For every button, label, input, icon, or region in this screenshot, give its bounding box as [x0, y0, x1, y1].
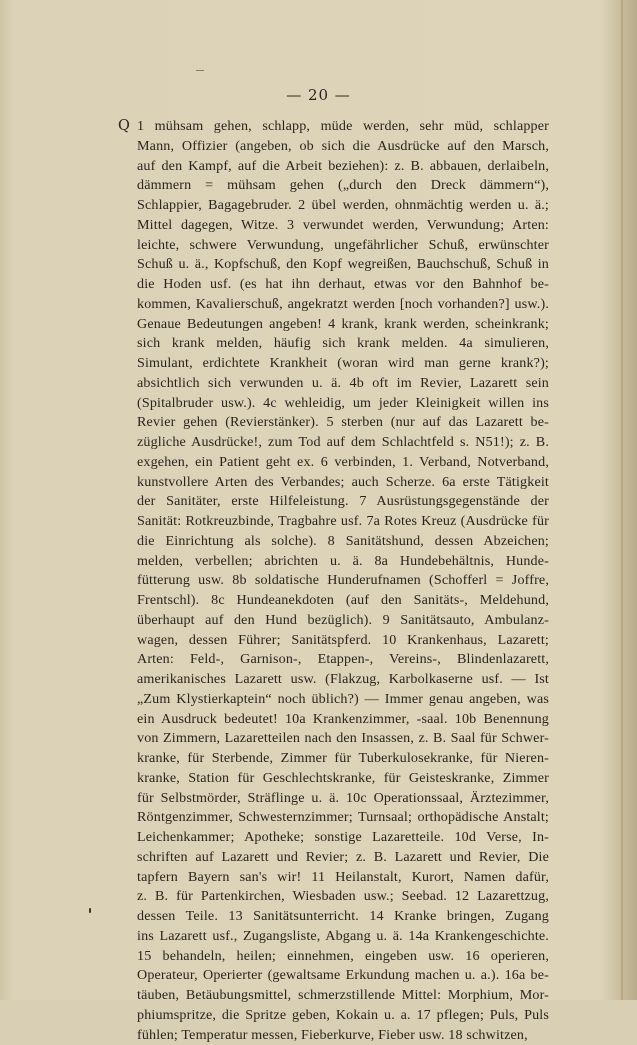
text-line: Operateur, Operierter (gewaltsame Erkundung machen u. a.). 16a be- [137, 966, 549, 986]
text-line: die Hoden usf. (es hat ihn derhaut, etwas vor den Bahnhof be- [137, 275, 549, 295]
stray-dot [89, 908, 91, 913]
text-line: Leichenkammer; Apotheke; sonstige Lazaretteile. 10d Verse, In- [137, 828, 549, 848]
text-line: Simulant, erdichtete Krankheit (woran wird man gerne krank?); [137, 354, 549, 374]
text-line: dämmern = mühsam gehen („durch den Dreck dämmern“), [137, 176, 549, 196]
text-line: Mittel dagegen, Witze. 3 verwundet werden, Verwundung; Arten: [137, 216, 549, 236]
text-line: dessen Teile. 13 Sanitätsunterricht. 14 Kranke bringen, Zugang [137, 907, 549, 927]
section-marker: Q [118, 118, 130, 134]
text-line: kommen, Kavalierschuß, angekratzt werden [noch vorhanden?] usw.). [137, 295, 549, 315]
text-line: Frentschl). 8c Hundeanekdoten (auf den Sanitäts-, Meldehund, [137, 591, 549, 611]
text-line: z. B. für Partenkirchen, Wiesbaden usw.; Seebad. 12 Lazarettzug, [137, 887, 549, 907]
text-line: absichtlich sich verwunden u. ä. 4b oft im Revier, Lazarett sein [137, 374, 549, 394]
text-line: 1 mühsam gehen, schlapp, müde werden, sehr müd, schlapper [137, 117, 549, 137]
text-line: ins Lazarett usf., Zugangsliste, Abgang u. ä. 14a Krankengeschichte. [137, 927, 549, 947]
text-line: kranke, Station für Geschlechtskranke, für Geisteskranke, Zimmer [137, 769, 549, 789]
text-line: Arten: Feld-, Garnison-, Etappen-, Vereins-, Blindenlazarett, [137, 650, 549, 670]
text-line: amerikanisches Lazarett usw. (Flakzug, Karbolkaserne usf. — Ist [137, 670, 549, 690]
text-line: „Zum Klystierkaptein“ noch üblich?) — Immer genau angeben, was [137, 690, 549, 710]
text-line: Schlappier, Bagagebruder. 2 übel werden, ohnmächtig werden u. ä.; [137, 196, 549, 216]
text-line: fütterung usw. 8b soldatische Hunderufnamen (Schofferl = Joffre, [137, 571, 549, 591]
text-line: Schuß u. ä., Kopfschuß, den Kopf wegreißen, Bauchschuß, Schuß in [137, 255, 549, 275]
text-line: leichte, schwere Verwundung, ungefährlicher Schuß, erwünschter [137, 236, 549, 256]
text-line: von Zimmern, Lazaretteilen nach den Insassen, z. B. Saal für Schwer- [137, 729, 549, 749]
text-line: melden, verbellen; abrichten u. ä. 8a Hundebehältnis, Hunde- [137, 552, 549, 572]
text-line: Mann, Offizier (angeben, ob sich die Ausdrücke auf den Marsch, [137, 137, 549, 157]
text-line: ein Ausdruck bedeutet! 10a Krankenzimmer, -saal. 10b Benennung [137, 710, 549, 730]
text-line: Revier gehen (Revierstänker). 5 sterben (nur auf das Lazarett be- [137, 413, 549, 433]
page-number: — 20 — [0, 86, 637, 104]
text-line: sich krank melden, häufig sich krank melden. 4a simulieren, [137, 334, 549, 354]
stray-mark [196, 70, 204, 71]
text-line: täuben, Betäubungsmittel, schmerzstillende Mittel: Morphium, Mor- [137, 986, 549, 1006]
text-line: Röntgenzimmer, Schwesternzimmer; Turnsaal; orthopädische Anstalt; [137, 808, 549, 828]
text-line: kunstvollere Arten des Verbandes; auch Scherze. 6a erste Tätigkeit [137, 473, 549, 493]
text-line: kranke, für Sterbende, Zimmer für Tuberkulosekranke, für Nieren- [137, 749, 549, 769]
text-line: wagen, dessen Führer; Sanitätspferd. 10 Krankenhaus, Lazarett; [137, 631, 549, 651]
text-line: exgehen, ein Patient geht ex. 6 verbinden, 1. Verband, Notverband, [137, 453, 549, 473]
text-line: der Sanitäter, erste Hilfeleistung. 7 Ausrüstungsgegenstände der [137, 492, 549, 512]
text-line: auf den Kampf, auf die Arbeit beziehen): z. B. abbauen, derlaibeln, [137, 157, 549, 177]
text-line: schriften auf Lazarett und Revier; z. B. Lazarett und Revier, Die [137, 848, 549, 868]
text-line: tapfern Bayern san's wir! 11 Heilanstalt, Kurort, Namen dafür, [137, 868, 549, 888]
text-line: überhaupt auf den Hund bezüglich). 9 Sanitätsauto, Ambulanz- [137, 611, 549, 631]
body-text [137, 117, 549, 1045]
text-line: phiumspritze, die Spritze geben, Kokain u. a. 17 pflegen; Puls, Puls [137, 1006, 549, 1026]
text-line: die Einrichtung als solche). 8 Sanitätshund, dessen Abzeichen; [137, 532, 549, 552]
text-line: fühlen; Temperatur messen, Fieberkurve, Fieber usw. 18 schwitzen, [137, 1026, 549, 1045]
text-line: Sanität: Rotkreuzbinde, Tragbahre usf. 7a Rotes Kreuz (Ausdrücke für [137, 512, 549, 532]
text-line: Genaue Bedeutungen angeben! 4 krank, krank werden, scheinkrank; [137, 315, 549, 335]
text-line: für Selbstmörder, Sträflinge u. ä. 10c Operationssaal, Ärztezimmer, [137, 789, 549, 809]
text-line: 15 behandeln, heilen; einnehmen, eingeben usw. 16 operieren, [137, 947, 549, 967]
page-edge [621, 0, 623, 1000]
text-line: zügliche Ausdrücke!, zum Tod auf dem Schlachtfeld s. N51!); z. B. [137, 433, 549, 453]
text-line: (Spitalbruder usw.). 4c wehleidig, um jeder Kleinigkeit willen ins [137, 394, 549, 414]
